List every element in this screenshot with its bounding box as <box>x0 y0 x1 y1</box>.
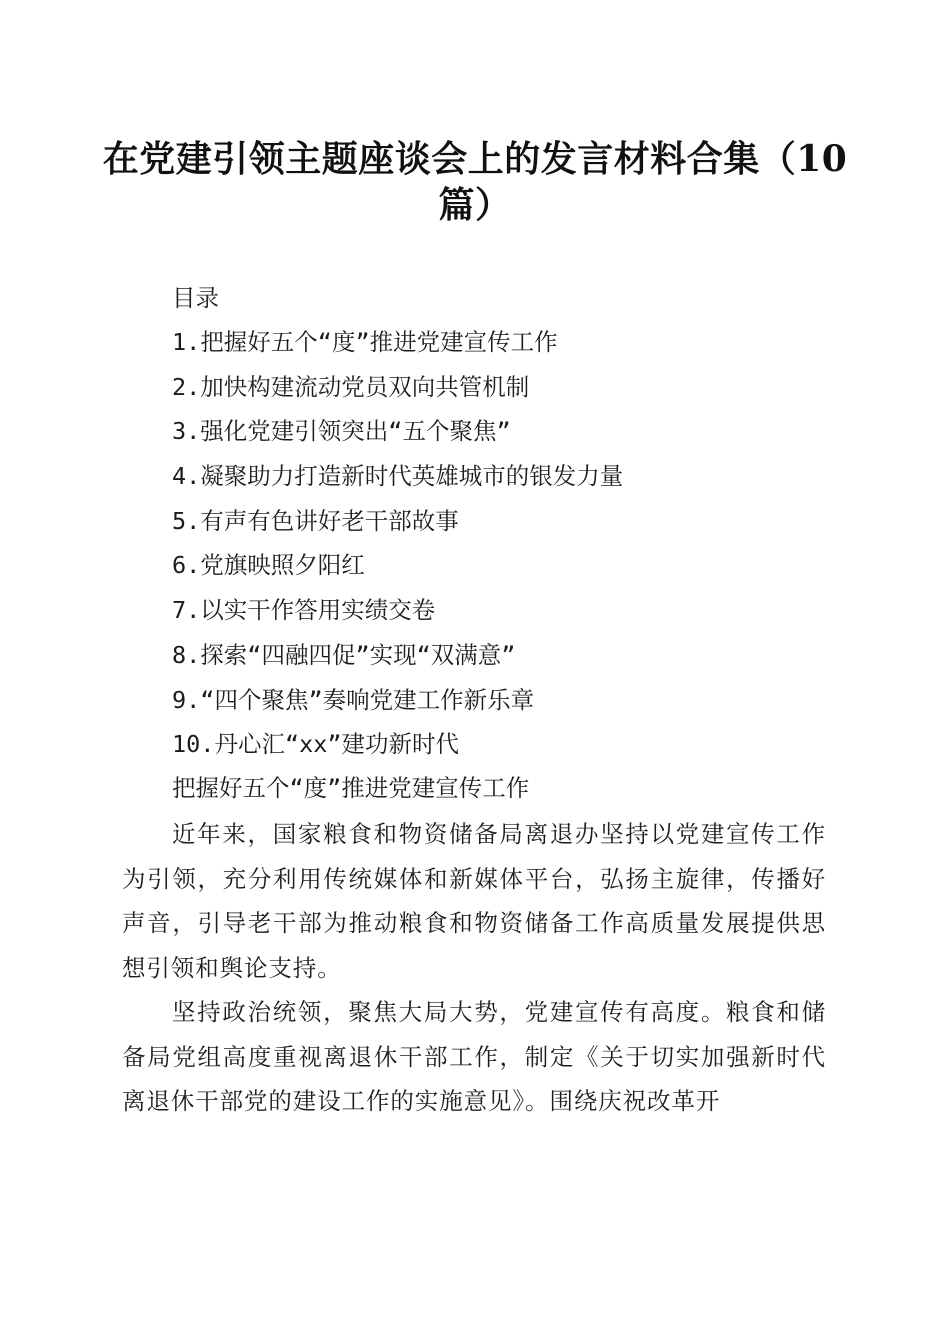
body-paragraph: 近年来，国家粮食和物资储备局离退办坚持以党建宣传工作为引领，充分利用传统媒体和新媒体平台，弘扬主旋律，传播好声音，引导老干部为推动粮食和物资储备工作高质量发展提供思想引领和舆论支持。 <box>122 820 826 983</box>
toc-item: 3.强化党建引领突出“五个聚焦” <box>172 417 511 446</box>
toc-item: 7.以实干作答用实绩交卷 <box>172 596 436 625</box>
body-paragraph: 坚持政治统领，聚焦大局大势，党建宣传有高度。粮食和储备局党组高度重视离退休干部工作，制定《关于切实加强新时代离退休干部党的建设工作的实施意见》。围绕庆祝改革开 <box>122 998 826 1116</box>
toc-heading: 目录 <box>172 284 219 312</box>
toc-item: 10.丹心汇“xx”建功新时代 <box>172 730 460 759</box>
table-of-contents <box>172 325 623 772</box>
toc-item: 5.有声有色讲好老干部故事 <box>172 506 459 535</box>
toc-item: 8.探索“四融四促”实现“双满意” <box>172 640 516 669</box>
document-title: 在党建引领主题座谈会上的发言材料合集（10篇） <box>102 138 848 226</box>
toc-item: 4.凝聚助力打造新时代英雄城市的银发力量 <box>172 462 624 491</box>
toc-item: 1.把握好五个“度”推进党建宣传工作 <box>172 328 558 356</box>
toc-item: 2.加快构建流动党员双向共管机制 <box>172 372 530 401</box>
toc-item: 9.“四个聚焦”奏响党建工作新乐章 <box>172 685 535 714</box>
section-heading: 把握好五个“度”推进党建宣传工作 <box>172 774 530 802</box>
toc-item: 6.党旗映照夕阳红 <box>172 551 365 580</box>
